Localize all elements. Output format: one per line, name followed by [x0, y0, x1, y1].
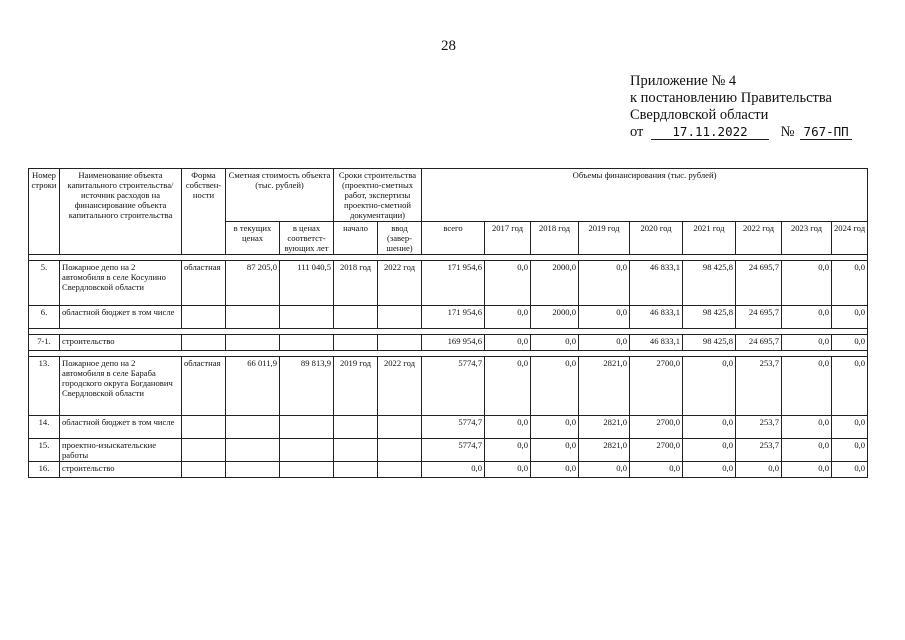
appendix-resolution: к постановлению Правительства [630, 90, 832, 106]
start-year [334, 306, 378, 329]
from-label: от [630, 124, 644, 140]
cost-adjusted: 89 813,9 [280, 357, 334, 416]
row-number: 16. [29, 462, 60, 478]
header-ownership: Форма собствен-ности [182, 169, 226, 255]
cost-current [226, 306, 280, 329]
amount-2018: 0,0 [531, 335, 579, 351]
table-row [29, 357, 868, 416]
item-name: проектно-изыскательские работы [60, 439, 182, 462]
header-cost: Сметная стоимость объекта (тыс. рублей) [226, 169, 334, 222]
end-year: 2022 год [378, 261, 422, 306]
ownership [182, 335, 226, 351]
amount-2018: 2000,0 [531, 306, 579, 329]
ownership: областная [182, 357, 226, 416]
item-name: Пожарное депо на 2 автомобиля в селе Косулино Свердловской области [60, 261, 182, 306]
amount-2017: 0,0 [485, 306, 531, 329]
total: 0,0 [422, 462, 485, 478]
amount-2017: 0,0 [485, 439, 531, 462]
header-2022: 2022 год [736, 222, 782, 255]
amount-2022: 253,7 [736, 439, 782, 462]
row-number: 6. [29, 306, 60, 329]
amount-2024: 0,0 [832, 335, 868, 351]
amount-2017: 0,0 [485, 416, 531, 439]
amount-2018: 0,0 [531, 439, 579, 462]
table-row [29, 439, 868, 462]
amount-2020: 2700,0 [630, 416, 683, 439]
total: 5774,7 [422, 439, 485, 462]
amount-2023: 0,0 [782, 416, 832, 439]
header-start: начало [334, 222, 378, 255]
row-number: 14. [29, 416, 60, 439]
row-number: 5. [29, 261, 60, 306]
item-name: областной бюджет в том числе [60, 416, 182, 439]
header-2024: 2024 год [832, 222, 868, 255]
amount-2024: 0,0 [832, 416, 868, 439]
item-name: строительство [60, 335, 182, 351]
header-2021: 2021 год [683, 222, 736, 255]
ownership: областная [182, 261, 226, 306]
amount-2020: 46 833,1 [630, 335, 683, 351]
cost-current: 87 205,0 [226, 261, 280, 306]
amount-2020: 0,0 [630, 462, 683, 478]
table-row [29, 261, 868, 306]
start-year [334, 335, 378, 351]
amount-2017: 0,0 [485, 261, 531, 306]
amount-2020: 46 833,1 [630, 306, 683, 329]
amount-2023: 0,0 [782, 261, 832, 306]
header-total: всего [422, 222, 485, 255]
end-year [378, 335, 422, 351]
amount-2021: 0,0 [683, 462, 736, 478]
amount-2024: 0,0 [832, 261, 868, 306]
table-row [29, 462, 868, 478]
amount-2018: 0,0 [531, 357, 579, 416]
amount-2021: 98 425,8 [683, 306, 736, 329]
header-cost-current: в текущих ценах [226, 222, 280, 255]
amount-2024: 0,0 [832, 462, 868, 478]
financing-table [28, 168, 868, 478]
cost-adjusted [280, 416, 334, 439]
amount-2021: 98 425,8 [683, 335, 736, 351]
row-number: 7-1. [29, 335, 60, 351]
header-2017: 2017 год [485, 222, 531, 255]
item-name: Пожарное депо на 2 автомобиля в селе Бараба городского округа Богданович Свердловской области [60, 357, 182, 416]
table-row [29, 335, 868, 351]
total: 169 954,6 [422, 335, 485, 351]
row-number: 15. [29, 439, 60, 462]
amount-2022: 24 695,7 [736, 261, 782, 306]
item-name: строительство [60, 462, 182, 478]
header-2018: 2018 год [531, 222, 579, 255]
amount-2018: 0,0 [531, 462, 579, 478]
amount-2020: 46 833,1 [630, 261, 683, 306]
amount-2019: 0,0 [579, 462, 630, 478]
amount-2021: 98 425,8 [683, 261, 736, 306]
amount-2022: 24 695,7 [736, 306, 782, 329]
cost-current: 66 011,9 [226, 357, 280, 416]
amount-2019: 2821,0 [579, 416, 630, 439]
ownership [182, 439, 226, 462]
number-label: № [780, 124, 795, 140]
cost-adjusted [280, 335, 334, 351]
cost-current [226, 439, 280, 462]
amount-2018: 0,0 [531, 416, 579, 439]
amount-2017: 0,0 [485, 462, 531, 478]
table-row [29, 306, 868, 329]
amount-2019: 0,0 [579, 335, 630, 351]
cost-current [226, 416, 280, 439]
ownership [182, 462, 226, 478]
end-year [378, 306, 422, 329]
amount-2017: 0,0 [485, 335, 531, 351]
header-commission: ввод (завер-шение) [378, 222, 422, 255]
amount-2022: 253,7 [736, 416, 782, 439]
amount-2022: 24 695,7 [736, 335, 782, 351]
table-header-row [29, 169, 868, 222]
amount-2018: 2000,0 [531, 261, 579, 306]
header-2020: 2020 год [630, 222, 683, 255]
amount-2019: 0,0 [579, 261, 630, 306]
header-name: Наименование объекта капитального строительства/источник расходов на финансирование объекта капитального строительства [60, 169, 182, 255]
total: 171 954,6 [422, 306, 485, 329]
amount-2021: 0,0 [683, 416, 736, 439]
cost-adjusted [280, 306, 334, 329]
end-year [378, 439, 422, 462]
amount-2021: 0,0 [683, 357, 736, 416]
ownership [182, 306, 226, 329]
header-terms: Сроки строительства (проектно-сметных работ, экспертизы проектно-сметной документации) [334, 169, 422, 222]
end-year [378, 416, 422, 439]
cost-adjusted [280, 439, 334, 462]
amount-2022: 253,7 [736, 357, 782, 416]
appendix-date-line [630, 124, 852, 141]
start-year [334, 416, 378, 439]
amount-2019: 2821,0 [579, 357, 630, 416]
end-year [378, 462, 422, 478]
amount-2023: 0,0 [782, 462, 832, 478]
start-year [334, 439, 378, 462]
cost-adjusted [280, 462, 334, 478]
header-row-no: Номер строки [29, 169, 60, 255]
amount-2019: 2821,0 [579, 439, 630, 462]
resolution-date: 17.11.2022 [651, 125, 769, 140]
page-number: 28 [441, 38, 456, 54]
amount-2024: 0,0 [832, 357, 868, 416]
amount-2023: 0,0 [782, 357, 832, 416]
amount-2024: 0,0 [832, 439, 868, 462]
row-number: 13. [29, 357, 60, 416]
appendix-header [630, 73, 852, 141]
header-2019: 2019 год [579, 222, 630, 255]
header-funding: Объемы финансирования (тыс. рублей) [422, 169, 868, 222]
total: 171 954,6 [422, 261, 485, 306]
amount-2019: 0,0 [579, 306, 630, 329]
amount-2023: 0,0 [782, 306, 832, 329]
resolution-number: 767-ПП [800, 125, 852, 140]
start-year: 2018 год [334, 261, 378, 306]
header-cost-adjusted: в ценах соответст-вующих лет [280, 222, 334, 255]
amount-2020: 2700,0 [630, 357, 683, 416]
amount-2023: 0,0 [782, 439, 832, 462]
total: 5774,7 [422, 416, 485, 439]
end-year: 2022 год [378, 357, 422, 416]
cost-current [226, 335, 280, 351]
cost-current [226, 462, 280, 478]
start-year: 2019 год [334, 357, 378, 416]
cost-adjusted: 111 040,5 [280, 261, 334, 306]
header-2023: 2023 год [782, 222, 832, 255]
ownership [182, 416, 226, 439]
amount-2024: 0,0 [832, 306, 868, 329]
table-row [29, 416, 868, 439]
amount-2022: 0,0 [736, 462, 782, 478]
item-name: областной бюджет в том числе [60, 306, 182, 329]
amount-2017: 0,0 [485, 357, 531, 416]
amount-2020: 2700,0 [630, 439, 683, 462]
start-year [334, 462, 378, 478]
amount-2021: 0,0 [683, 439, 736, 462]
appendix-region: Свердловской области [630, 107, 769, 123]
total: 5774,7 [422, 357, 485, 416]
appendix-title: Приложение № 4 [630, 73, 737, 89]
amount-2023: 0,0 [782, 335, 832, 351]
